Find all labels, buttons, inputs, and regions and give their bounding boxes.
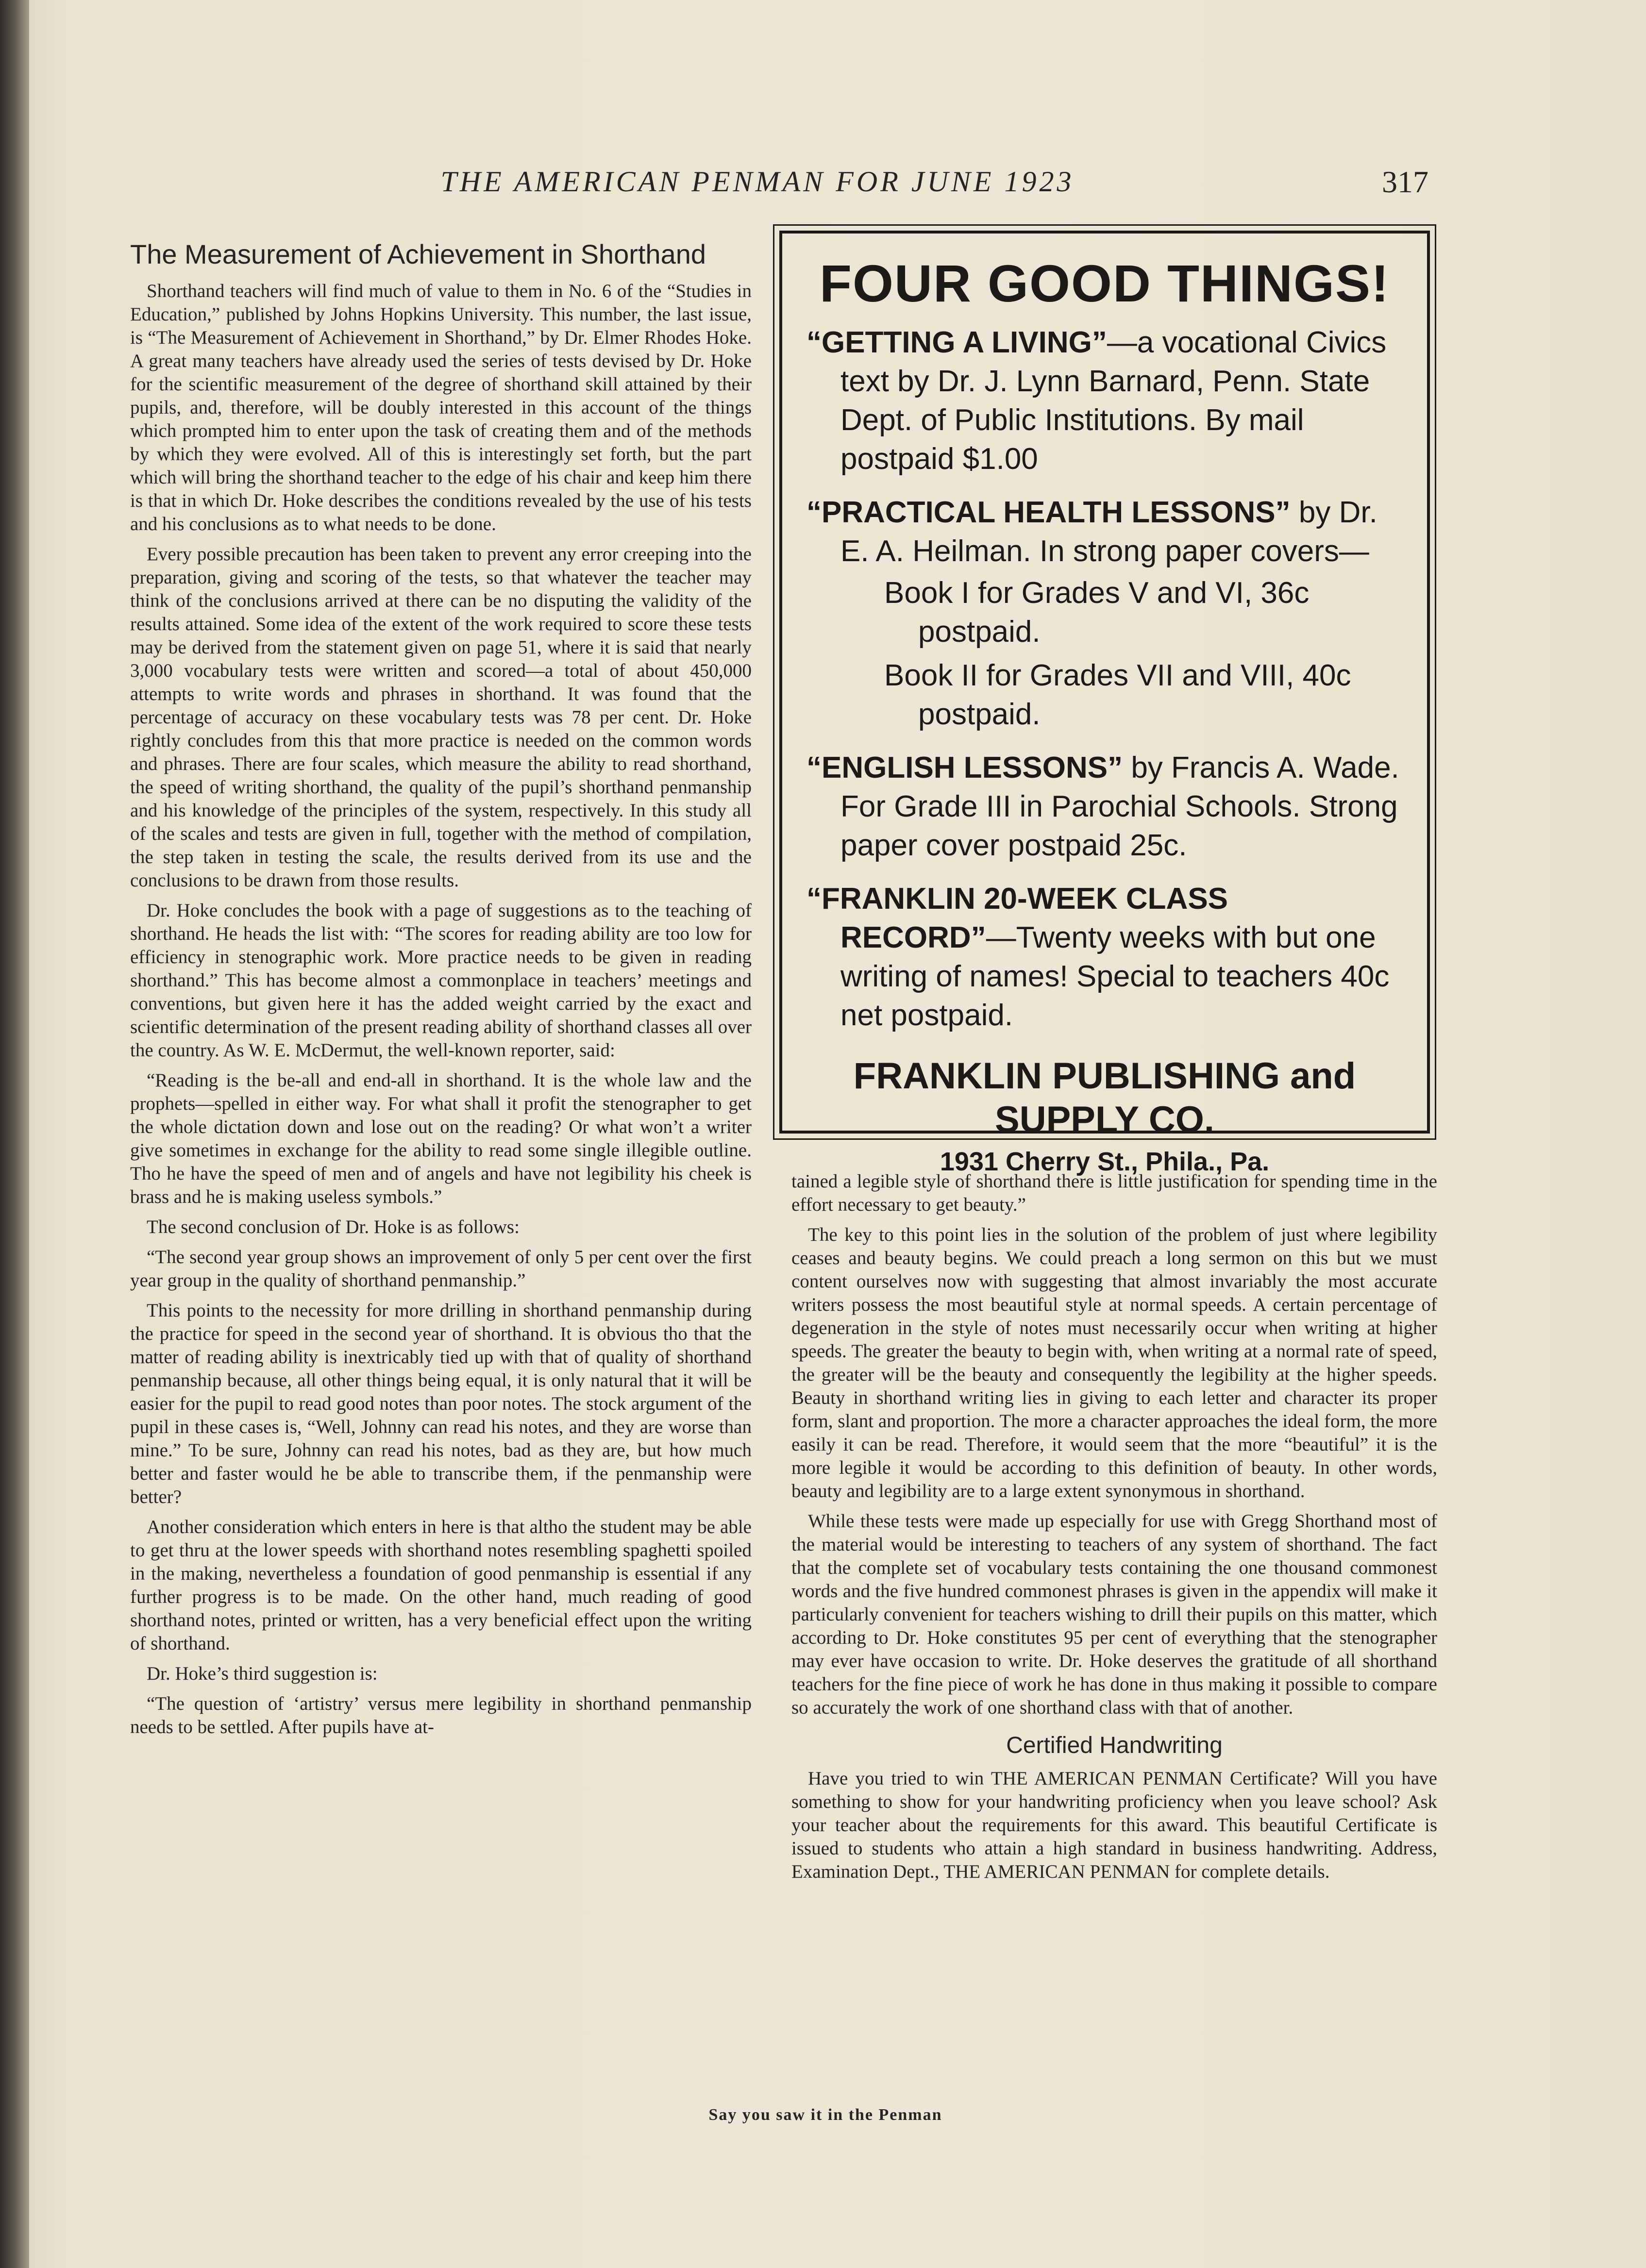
- article-paragraph: Dr. Hoke’s third suggestion is:: [147, 1663, 378, 1684]
- running-title: THE AMERICAN PENMAN FOR JUNE 1923: [440, 166, 1075, 198]
- article-paragraph: Another consideration which enters in here is that altho the student may be able to get thru at the lower speeds with shorthand notes resembling spaghetti spoiled in the making, nevertheless a foundation of good penmanship is essential if any further progress is to be made. On the other hand, much reading of good shorthand notes, printed or written, has a very beneficial effect upon the writing of shorthand.: [130, 1517, 752, 1654]
- article-paragraph: The second conclusion of Dr. Hoke is as follows:: [147, 1217, 520, 1237]
- ad-sub-item-book-one: Book I for Grades V and VI, 36c postpaid.: [884, 576, 1310, 649]
- article-quote: “The question of ‘artistry’ versus mere legibility in shorthand penmanship needs to be settled. After pupils have at-: [130, 1693, 752, 1737]
- ad-item-title: “ENGLISH LESSONS”: [806, 751, 1123, 784]
- certified-handwriting-text: Have you tried to win THE AMERICAN PENMAN Certificate? Will you have something to show for your handwriting proficiency when you leave school? Ask your teacher about the requirements for this award. This beautiful Certificate is issued to students who attain a high standard in business handwriting. Address, Examination Dept., THE AMERICAN PENMAN for complete details.: [791, 1768, 1437, 1882]
- ad-item-getting-a-living: [806, 323, 1403, 479]
- ad-headline: FOUR GOOD THINGS!: [820, 254, 1390, 313]
- article-paragraph: This points to the necessity for more drilling in shorthand penmanship during the practice for speed in the second year of shorthand. It is obvious tho that the matter of reading ability is inextricably tied up with that of quality of shorthand penmanship because, all other things being equal, it is only natural that it will be easier for the pupil to read good notes than poor notes. The stock argument of the pupil in these cases is, “Well, Johnny can read his notes, and they are worse than mine.” To be sure, Johnny can read his notes, bad as they are, but how much better and faster would he be able to transcribe them, if the penmanship were better?: [130, 1300, 752, 1507]
- article-left-column: [130, 238, 752, 1746]
- article-right-column: [791, 1170, 1437, 1890]
- ad-item-text: —a vocational Civics text by Dr. J. Lynn Barnard, Penn. State Dept. of Public Institutions. By mail postpaid $1.00: [840, 326, 1387, 476]
- article-paragraph: The key to this point lies in the solution of the problem of just where legibility ceases and beauty begins. We could preach a long sermon on this but we must content ourselves now with suggesting that almost invariably the most accurate writers possess the most beautiful style at normal speeds. A certain percentage of degeneration in the style of notes must necessarily occur when writing at higher speeds. The greater the beauty to begin with, when writing at a normal rate of speed, the greater will be the beauty and consequently the legibility at the higher speeds. Beauty in shorthand writing lies in giving to each letter and character its proper form, slant and proportion. The more a character approaches the ideal form, the more easily it can be read. Therefore, it would seem that the more “beautiful” it is the more legible it would be according to this definition of beauty. In other words, beauty and legibility are to a large extent synonymous in shorthand.: [791, 1224, 1437, 1501]
- ad-item-title: “PRACTICAL HEALTH LESSONS”: [806, 496, 1291, 529]
- ad-item-class-record: [806, 880, 1403, 1035]
- article-paragraph: Shorthand teachers will find much of value to them in No. 6 of the “Studies in Education,” published by Johns Hopkins University. This number, the last issue, is “The Measurement of Achievement in Shorthand,” by Dr. Elmer Rhodes Hoke. A great many teachers have already used the series of tests devised by Dr. Hoke for the scientific measurement of the degree of shorthand skill attained by their pupils, and, therefore, will be doubly interested in this account of the things which prompted him to enter upon the task of creating them and of the methods by which they were evolved. All of this is interestingly set forth, but the part which will bring the shorthand teacher to the edge of his chair and keep him there is that in which Dr. Hoke describes the conditions revealed by the use of his tests and his conclusions as to what needs to be done.: [130, 281, 752, 534]
- ad-item-health-lessons: [806, 493, 1403, 571]
- ad-item-title: “FRANKLIN 20-WEEK CLASS RECORD”: [806, 882, 1228, 954]
- ad-company-name: FRANKLIN PUBLISHING and SUPPLY CO.: [853, 1055, 1356, 1140]
- franklin-advertisement: [779, 231, 1430, 1176]
- article-paragraph: Every possible precaution has been taken to prevent any error creeping into the preparation, giving and scoring of the tests, so that whatever the teacher may think of the conclusions arrived at there can be no disputing the validity of the results attained. Some idea of the extent of the work required to score these tests may be derived from the statement given on page 51, where it is said that nearly 3,000 vocabulary tests were written and scored—a total of about 450,000 attempts to write words and phrases in shorthand. It was found that the percentage of accuracy on these vocabulary tests was 78 per cent. Dr. Hoke rightly concludes from this that more practice is needed on the common words and phrases. There are four scales, which measure the ability to read shorthand, the speed of writing shorthand, the quality of the pupil’s shorthand penmanship and his knowledge of the principles of the system, respectively. In this study all of the scales and tests are given in full, together with the method of compilation, the step taken in testing the scale, the results derived from its use and the conclusions to be drawn from those results.: [130, 544, 752, 891]
- article-quote: “The second year group shows an improvement of only 5 per cent over the first year group in the quality of shorthand penmanship.”: [130, 1247, 752, 1291]
- ad-item-text: by Francis A. Wade. For Grade III in Parochial Schools. Strong paper cover postpaid 25c.: [840, 751, 1399, 862]
- ad-item-text: —Twenty weeks with but one writing of names! Special to teachers 40c net postpaid.: [840, 921, 1390, 1032]
- page-binding: [0, 0, 29, 2268]
- ad-item-english-lessons: [806, 749, 1403, 865]
- ad-item-text: by Dr. E. A. Heilman. In strong paper covers—: [840, 496, 1377, 568]
- article-continuation: tained a legible style of shorthand there is little justification for spending time in the effort necessary to get beauty.”: [791, 1171, 1437, 1215]
- page-number: 317: [1382, 165, 1428, 199]
- article-paragraph: Dr. Hoke concludes the book with a page of suggestions as to the teaching of shorthand. He heads the list with: “The scores for reading ability are too low for efficiency in stenographic work. More practice needs to be given in reading shorthand.” This has become almost a commonplace in teachers’ meetings and conventions, but given here it has the added weight carried by the exact and scientific determination of the present reading ability of shorthand classes all over the country. As W. E. McDermut, the well-known reporter, said:: [130, 900, 752, 1061]
- article-paragraph: While these tests were made up especially for use with Gregg Shorthand most of the material would be interesting to teachers of any system of shorthand. The fact that the complete set of vocabulary tests containing the one thousand commonest words and the five hundred commonest phrases is given in the appendix will make it particularly convenient for teachers wishing to drill their pupils on this matter, which according to Dr. Hoke constitutes 95 per cent of everything that the stenographer may ever have occasion to write. Dr. Hoke deserves the gratitude of all shorthand teachers for the fine piece of work he has done in thus making it possible to compare so accurately the work of one shorthand class with that of another.: [791, 1511, 1437, 1718]
- article-title: The Measurement of Achievement in Shorthand: [130, 239, 706, 269]
- ad-sub-item-book-two: Book II for Grades VII and VIII, 40c postpaid.: [884, 659, 1351, 731]
- ad-item-title: “GETTING A LIVING”: [806, 326, 1107, 359]
- certified-handwriting-title: Certified Handwriting: [1006, 1733, 1223, 1758]
- article-quote: “Reading is the be-all and end-all in shorthand. It is the whole law and the prophets—spelled in either way. For what shall it profit the stenographer to get the whole dictation down and lose out on the reading? Or what won’t a writer give sometimes in exchange for the ability to read some single illegible outline. Tho he have the speed of men and of angels and have not legibility his cheek is brass and he is making useless symbols.”: [130, 1070, 752, 1207]
- page-footer: Say you saw it in the Penman: [708, 2106, 942, 2124]
- ad-address: 1931 Cherry St., Phila., Pa.: [940, 1147, 1270, 1176]
